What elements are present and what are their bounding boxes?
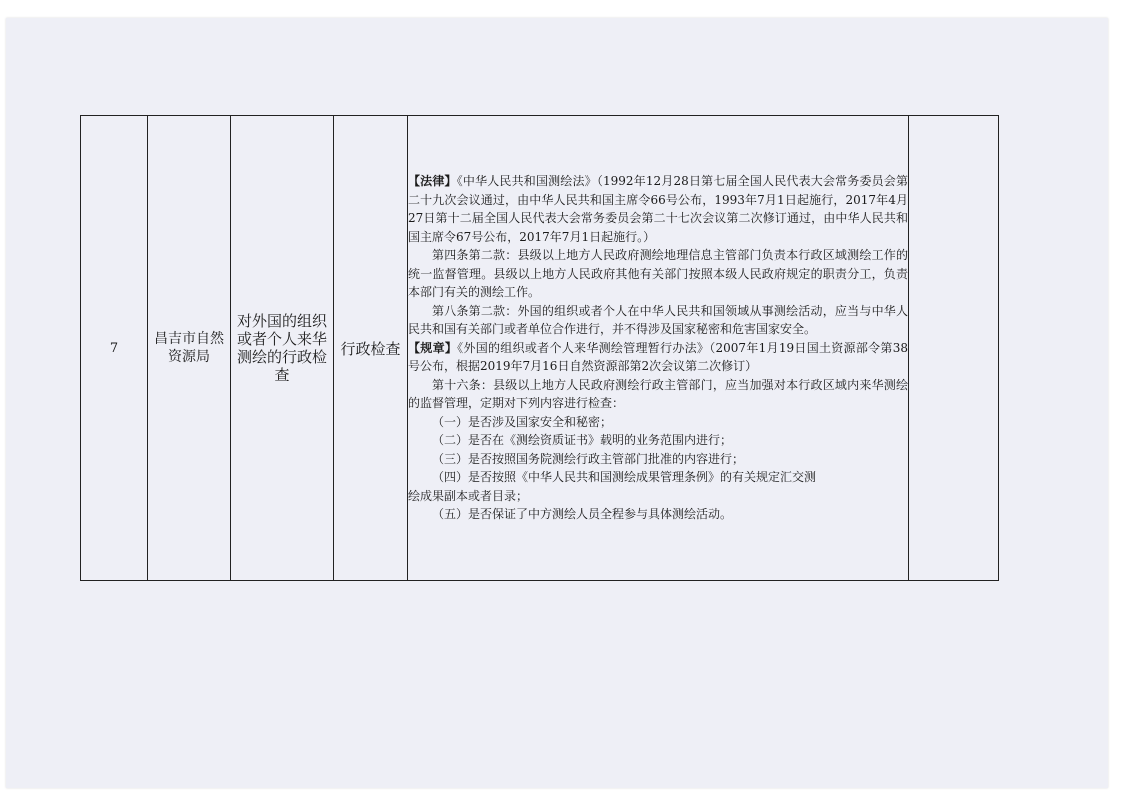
check-item-1: （一）是否涉及国家安全和秘密； <box>432 414 613 429</box>
check-item-4: （四）是否按照《中华人民共和国测绘成果管理条例》的有关规定汇交测 <box>432 470 817 485</box>
law-paragraph <box>408 172 908 246</box>
article-4: 第四条第二款：县级以上地方人民政府测绘地理信息主管部门负责本行政区域测绘工作的统一监督管理。县级以上地方人民政府其他有关部门按照本级人民政府规定的职责分工，负责本部门有关的测绘工作。 <box>408 248 908 300</box>
check-item-2: （二）是否在《测绘资质证书》载明的业务范围内进行； <box>432 433 733 448</box>
law-tag: 【法律】 <box>408 174 457 189</box>
item-type-cell: 行政检查 <box>334 116 408 581</box>
rule-text: 《外国的组织或者个人来华测绘管理暂行办法》（2007年1月19日国土资源部令第38号公布，根据2019年7月16日自然资源部第2次会议第二次修订） <box>408 340 908 374</box>
item-name-cell: 对外国的组织或者个人来华测绘的行政检查 <box>231 116 334 581</box>
rule-paragraph <box>408 339 908 376</box>
rule-tag: 【规章】 <box>408 340 458 355</box>
check-item-4-continued: 绘成果副本或者目录； <box>408 488 529 503</box>
article-16: 第十六条：县级以上地方人民政府测绘行政主管部门，应当加强对本行政区域内来华测绘的监督管理，定期对下列内容进行检查： <box>408 377 908 411</box>
department-cell: 昌吉市自然资源局 <box>148 116 231 581</box>
legal-basis-cell <box>408 116 909 581</box>
article-8: 第八条第二款：外国的组织或者个人在中华人民共和国领域从事测绘活动，应当与中华人民共和国有关部门或者单位合作进行，并不得涉及国家秘密和危害国家安全。 <box>408 303 908 337</box>
regulation-table <box>80 115 999 581</box>
remark-cell <box>909 116 999 581</box>
table-row <box>81 116 999 581</box>
document-page <box>6 18 1108 788</box>
check-item-3: （三）是否按照国务院测绘行政主管部门批准的内容进行； <box>432 451 745 466</box>
row-number: 7 <box>81 116 148 581</box>
check-item-5: （五）是否保证了中方测绘人员全程参与具体测绘活动。 <box>432 507 733 522</box>
law-text: 《中华人民共和国测绘法》（1992年12月28日第七届全国人民代表大会常务委员会第二十九次会议通过，由中华人民共和国主席令66号公布，1993年7月1日起施行，2017年4月27日第十二届全国人民代表大会常务委员会第二十七次会议第二次修订通过，由中华人民共和国主席令67号公布，2017年7月1日起施行。） <box>408 174 908 244</box>
